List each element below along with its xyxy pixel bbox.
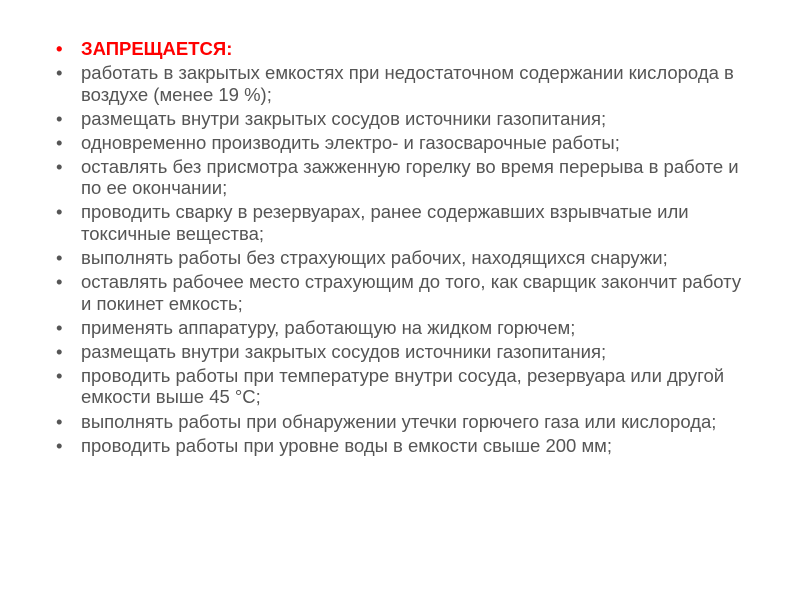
bullet-icon: • xyxy=(56,38,63,59)
list-item xyxy=(56,201,746,244)
bullet-icon: • xyxy=(56,271,63,293)
bullet-icon: • xyxy=(56,131,63,153)
list-item xyxy=(56,411,746,433)
list-item xyxy=(56,341,746,363)
list-item xyxy=(56,132,746,154)
list-item-text: выполнять работы при обнаружении утечки горючего газа или кислорода; xyxy=(81,410,717,432)
list-item xyxy=(56,271,746,314)
list-item-text: одновременно производить электро- и газосварочные работы; xyxy=(81,131,620,153)
list-item-text: размещать внутри закрытых сосудов источники газопитания; xyxy=(81,340,607,362)
list-item-text: работать в закрытых емкостях при недостаточном содержании кислорода в воздухе (менее 19 %); xyxy=(81,62,734,105)
list-item xyxy=(56,317,746,339)
list-heading xyxy=(56,38,746,60)
list-item xyxy=(56,435,746,457)
bullet-icon: • xyxy=(56,410,63,432)
list-item xyxy=(56,156,746,199)
list-item xyxy=(56,62,746,105)
list-item-text: выполнять работы без страхующих рабочих, находящихся снаружи; xyxy=(81,247,668,269)
bullet-icon: • xyxy=(56,247,63,269)
bullet-icon: • xyxy=(56,364,63,386)
list-item-text: проводить сварку в резервуарах, ранее содержавших взрывчатые или токсичные вещества; xyxy=(81,201,689,244)
heading-text: ЗАПРЕЩАЕТСЯ: xyxy=(81,38,233,59)
list-item-text: оставлять рабочее место страхующим до того, как сварщик закончит работу и покинет емкость; xyxy=(81,271,742,314)
bullet-icon: • xyxy=(56,340,63,362)
list-item xyxy=(56,365,746,408)
bullet-icon: • xyxy=(56,316,63,338)
list-item-text: оставлять без присмотра зажженную горелку во время перерыва в работе и по ее окончании; xyxy=(81,155,739,199)
list-item-text: проводить работы при уровне воды в емкости свыше 200 мм; xyxy=(81,434,613,456)
list-item-text: применять аппаратуру, работающую на жидком горючем; xyxy=(81,316,576,338)
bullet-icon: • xyxy=(56,434,63,456)
list-item-text: проводить работы при температуре внутри сосуда, резервуара или другой емкости выше 45 °С; xyxy=(81,364,725,408)
list-item-text: размещать внутри закрытых сосудов источники газопитания; xyxy=(81,107,607,129)
bullet-icon: • xyxy=(56,201,63,223)
list-item xyxy=(56,108,746,130)
list-item xyxy=(56,247,746,269)
prohibitions-list xyxy=(56,38,746,459)
bullet-icon: • xyxy=(56,155,63,177)
bullet-icon: • xyxy=(56,107,63,129)
bullet-icon: • xyxy=(56,62,63,84)
